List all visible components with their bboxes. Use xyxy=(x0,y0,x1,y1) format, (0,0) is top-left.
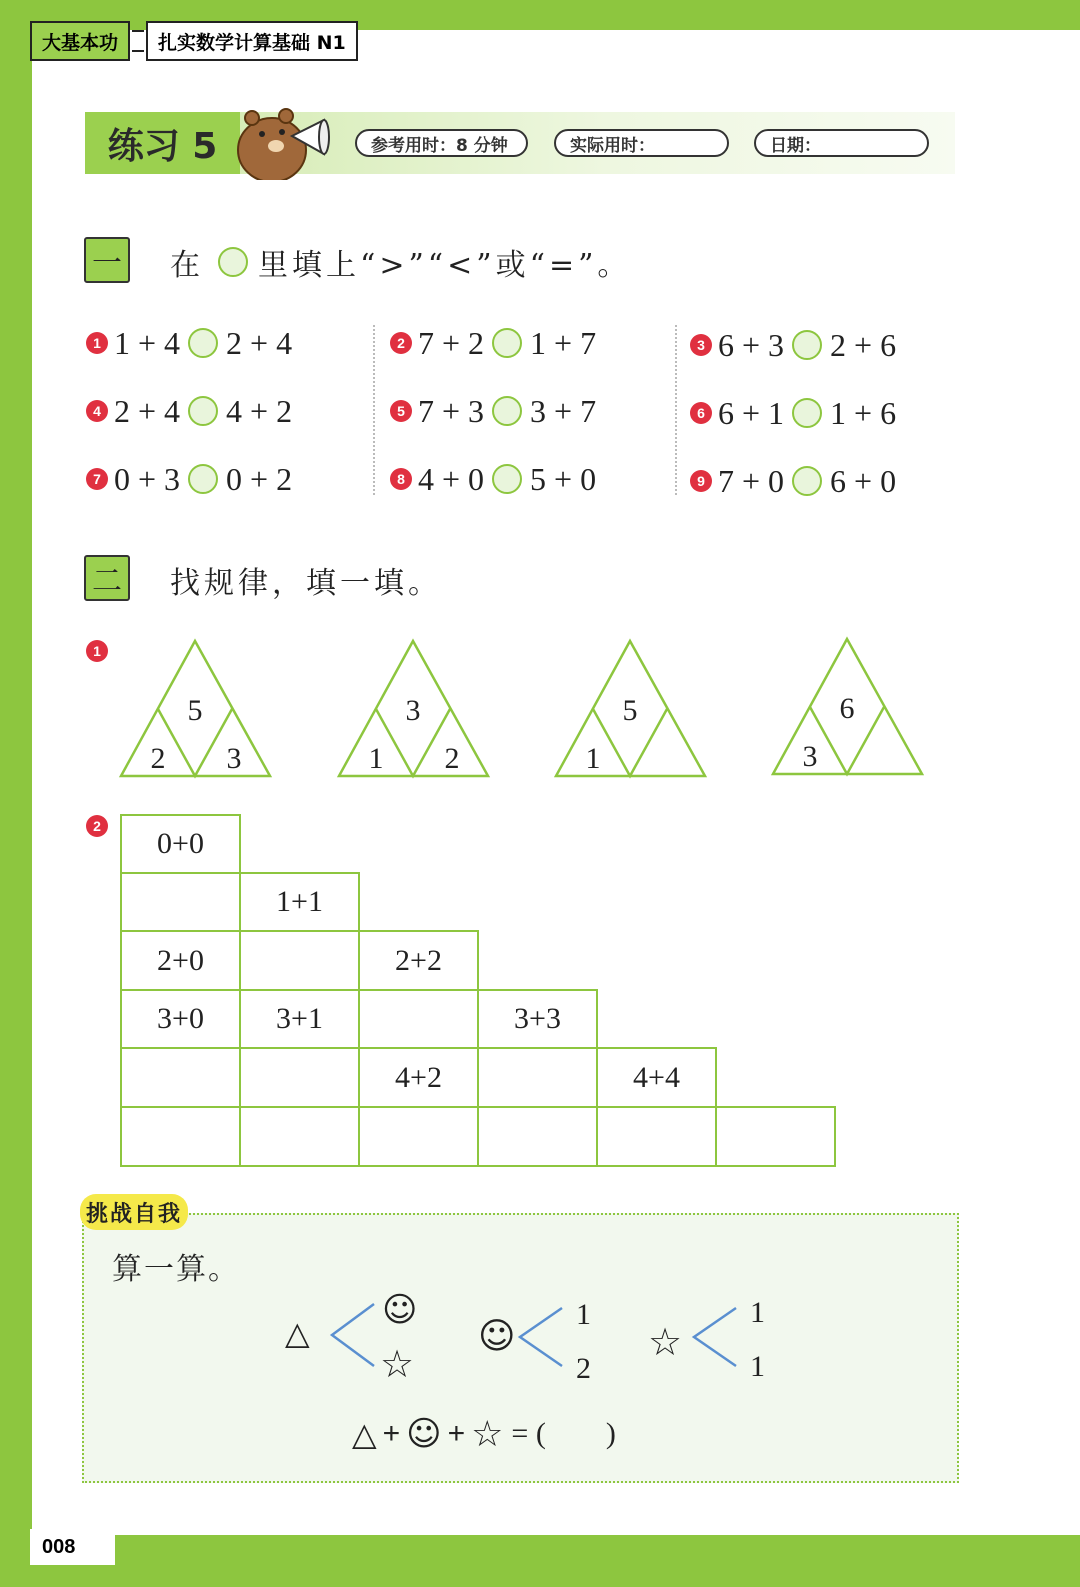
answer-circle[interactable] xyxy=(188,328,218,358)
answer-circle[interactable] xyxy=(792,330,822,360)
left-expression: 7 + 0 xyxy=(718,462,785,499)
book-tabs xyxy=(30,21,358,61)
left-expression: 1 + 4 xyxy=(114,324,181,361)
triangle-left-number: 1 xyxy=(368,742,384,775)
right-expression: 0 + 2 xyxy=(226,460,293,497)
right-expression: 1 + 6 xyxy=(830,394,897,431)
table-cell-blank[interactable] xyxy=(596,1106,717,1167)
table-cell: 2+0 xyxy=(120,930,241,991)
number-triangle-2 xyxy=(336,638,491,780)
exercise-title: 练习 5 xyxy=(85,112,240,174)
table-cell-blank[interactable] xyxy=(477,1047,598,1108)
table-cell: 3+0 xyxy=(120,989,241,1049)
star-icon: ☆ xyxy=(380,1342,415,1386)
table-cell-blank[interactable] xyxy=(120,1047,241,1108)
column-divider xyxy=(675,325,677,495)
right-expression: 4 + 2 xyxy=(226,392,293,429)
challenge-instruction: 算一算。 xyxy=(112,1252,240,1287)
tab-connector xyxy=(132,30,144,52)
answer-circle[interactable] xyxy=(792,466,822,496)
split-top-number: 1 xyxy=(750,1296,765,1329)
compare-item-6 xyxy=(690,393,896,433)
table-cell-blank[interactable] xyxy=(477,1106,598,1167)
right-expression: 3 + 7 xyxy=(530,392,597,429)
question-2-badge: 2 xyxy=(86,815,108,837)
compare-item-4 xyxy=(86,391,292,431)
right-expression: 2 + 6 xyxy=(830,326,897,363)
triangle-top-number: 6 xyxy=(839,692,855,725)
section-two-label: 二 xyxy=(84,555,130,601)
plus-sign: + xyxy=(447,1417,466,1450)
left-expression: 2 + 4 xyxy=(114,392,181,429)
triangle-left-number: 3 xyxy=(802,740,818,773)
item-number-badge: 1 xyxy=(86,332,108,354)
number-triangle-3 xyxy=(553,638,708,780)
item-number-badge: 2 xyxy=(390,332,412,354)
split-bottom-number: 2 xyxy=(576,1352,591,1385)
smiley-icon: ☺ xyxy=(382,1290,418,1330)
triangle-icon: △ xyxy=(352,1415,377,1453)
table-cell: 0+0 xyxy=(120,814,241,874)
triangle-right-number: 2 xyxy=(444,742,460,775)
triangle-left-number: 2 xyxy=(150,742,166,775)
triangle-top-number: 3 xyxy=(405,694,421,727)
table-cell: 4+2 xyxy=(358,1047,479,1108)
answer-circle-sample-icon xyxy=(218,247,248,277)
item-number-badge: 4 xyxy=(86,400,108,422)
challenge-title: 挑战自我 xyxy=(80,1194,188,1230)
split-bracket-icon xyxy=(516,1304,566,1370)
item-number-badge: 7 xyxy=(86,468,108,490)
left-expression: 6 + 1 xyxy=(718,394,785,431)
table-cell: 1+1 xyxy=(239,872,360,932)
compare-item-7 xyxy=(86,459,292,499)
table-cell-blank[interactable] xyxy=(120,872,241,932)
left-expression: 7 + 3 xyxy=(418,392,485,429)
right-expression: 2 + 4 xyxy=(226,324,293,361)
final-equation xyxy=(352,1412,616,1456)
answer-circle[interactable] xyxy=(492,464,522,494)
right-expression: 1 + 7 xyxy=(530,324,597,361)
table-cell-blank[interactable] xyxy=(239,1047,360,1108)
smiley-icon: ☺ xyxy=(406,1414,442,1454)
item-number-badge: 9 xyxy=(690,470,712,492)
smiley-icon: ☺ xyxy=(478,1316,516,1357)
triangle-top-number: 5 xyxy=(622,694,638,727)
number-triangle-1 xyxy=(118,638,273,780)
table-cell-blank[interactable] xyxy=(120,1106,241,1167)
item-number-badge: 6 xyxy=(690,402,712,424)
left-expression: 4 + 0 xyxy=(418,460,485,497)
number-triangle-4 xyxy=(770,636,925,778)
instruction-prefix: 在 xyxy=(170,248,204,283)
table-cell: 3+3 xyxy=(477,989,598,1049)
answer-circle[interactable] xyxy=(492,396,522,426)
star-icon: ☆ xyxy=(471,1413,504,1455)
right-expression: 6 + 0 xyxy=(830,462,897,499)
split-bottom-number: 1 xyxy=(750,1350,765,1383)
compare-item-1 xyxy=(86,323,292,363)
instruction-suffix: 里填上“>”“<”或“=”。 xyxy=(258,248,632,283)
triangle-right-number: 3 xyxy=(226,742,242,775)
column-divider xyxy=(373,325,375,495)
table-cell: 4+4 xyxy=(596,1047,717,1108)
answer-circle[interactable] xyxy=(492,328,522,358)
left-expression: 7 + 2 xyxy=(418,324,485,361)
table-cell: 3+1 xyxy=(239,989,360,1049)
series-tab: 大基本功 xyxy=(30,21,130,61)
section-two-instruction: 找规律，填一填。 xyxy=(170,566,442,601)
compare-item-5 xyxy=(390,391,596,431)
date-field[interactable]: 日期： xyxy=(754,129,929,157)
plus-sign: + xyxy=(382,1417,401,1450)
section-one-instruction xyxy=(170,240,631,284)
split-bracket-icon xyxy=(690,1304,740,1370)
item-number-badge: 3 xyxy=(690,334,712,356)
left-expression: 0 + 3 xyxy=(114,460,181,497)
table-cell-blank[interactable] xyxy=(239,930,360,991)
table-cell-blank[interactable] xyxy=(239,1106,360,1167)
compare-item-2 xyxy=(390,323,596,363)
answer-circle[interactable] xyxy=(188,464,218,494)
split-bracket-icon xyxy=(328,1300,378,1370)
left-expression: 6 + 3 xyxy=(718,326,785,363)
table-cell-blank[interactable] xyxy=(715,1106,836,1167)
table-cell: 2+2 xyxy=(358,930,479,991)
table-cell-blank[interactable] xyxy=(358,1106,479,1167)
split-top-number: 1 xyxy=(576,1298,591,1331)
compare-item-8 xyxy=(390,459,596,499)
right-expression: 5 + 0 xyxy=(530,460,597,497)
compare-item-9 xyxy=(690,461,896,501)
triangle-left-number: 1 xyxy=(585,742,601,775)
answer-circle[interactable] xyxy=(792,398,822,428)
compare-item-3 xyxy=(690,325,896,365)
star-icon: ☆ xyxy=(648,1320,683,1364)
bear-megaphone-icon xyxy=(232,104,337,180)
reference-time-pill: 参考用时：8 分钟 xyxy=(355,129,528,157)
section-one-label: 一 xyxy=(84,237,130,283)
table-cell-blank[interactable] xyxy=(358,989,479,1049)
question-1-badge: 1 xyxy=(86,640,108,662)
answer-circle[interactable] xyxy=(188,396,218,426)
answer-blank[interactable]: = ( ) xyxy=(511,1417,616,1450)
page-number: 008 xyxy=(30,1529,115,1565)
item-number-badge: 8 xyxy=(390,468,412,490)
item-number-badge: 5 xyxy=(390,400,412,422)
actual-time-field[interactable]: 实际用时： xyxy=(554,129,729,157)
triangle-top-number: 5 xyxy=(187,694,203,727)
book-title-tab: 扎实数学计算基础 N1 xyxy=(146,21,358,61)
triangle-icon: △ xyxy=(285,1314,310,1352)
